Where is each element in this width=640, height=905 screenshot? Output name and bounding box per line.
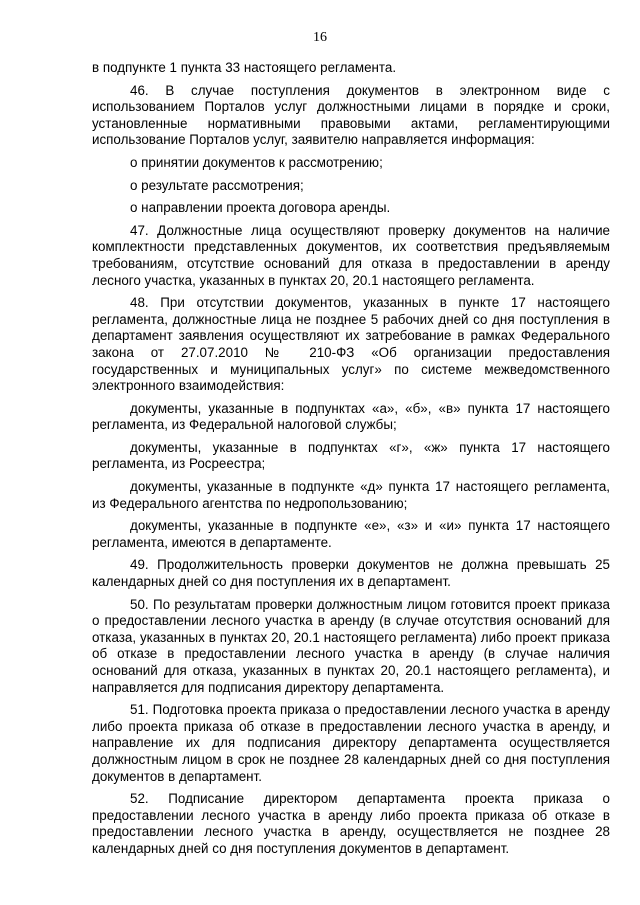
paragraph-continuation: в подпункте 1 пункта 33 настоящего регламента. — [92, 60, 397, 75]
paragraph-51: 51. Подготовка проекта приказа о предоставлении лесного участка в аренду либо проекта приказа об отказе в предоставлении лесного участка в аренду, и направление их для подписания директору департамента осуществляется должностным лицом в срок не позднее 28 календарных дней со дня поступления документов в департамент. — [92, 702, 610, 784]
list-item-info-accepted: о принятии документов к рассмотрению; — [130, 154, 383, 170]
paragraph-48: 48. При отсутствии документов, указанных в пункте 17 настоящего регламента, должностные лица не позднее 5 рабочих дней со дня поступления в департамент заявления осуществляют их затребование в рамках Федерального закона от 27.07.2010 № 210-ФЗ «Об организации предоставления государственных и муниципальных услуг» по системе межведомственного электронного взаимодействия: — [92, 295, 610, 394]
list-item-rosreestr: документы, указанные в подпунктах «г», «ж» пункта 17 настоящего регламента, из Росреестра; — [92, 439, 610, 472]
list-item-department: документы, указанные в подпункте «е», «з» и «и» пункта 17 настоящего регламента, имеются в департаменте. — [92, 518, 610, 550]
list-item-tax-service: документы, указанные в подпунктах «а», «б», «в» пункта 17 настоящего регламента, из Федеральной налоговой службы; — [92, 400, 610, 433]
paragraph-52: 52. Подписание директором департамента проекта приказа о предоставлении лесного участка в аренду либо проекта приказа об отказе в предоставлении лесного участка в аренду, осуществляется не позднее 28 календарных дней со дня поступления документов в департамент. — [92, 791, 610, 856]
paragraph-50: 50. По результатам проверки должностным лицом готовится проект приказа о предоставлении лесного участка в аренду (в случае отсутствия оснований для отказа, указанных в пунктах 20, 20.1 настоящего регламента) либо проект приказа об отказе в предоставлении лесного участка в аренду (в случае наличия оснований для отказа, указанных в пунктах 20, 20.1 настоящего регламента), и направляется для подписания директору департамента. — [92, 596, 610, 695]
page-number: 16 — [313, 30, 327, 45]
document-body — [92, 60, 610, 864]
paragraph-46: 46. В случае поступления документов в электронном виде с использованием Порталов услуг должностными лицами в порядке и сроки, установленные нормативными правовыми актами, регламентирующими использование Порталов услуг, заявителю направляется информация: — [92, 82, 610, 148]
list-item-subsoil-agency: документы, указанные в подпункте «д» пункта 17 настоящего регламента, из Федерального агентства по недропользованию; — [92, 479, 610, 511]
paragraph-47: 47. Должностные лица осуществляют проверку документов на наличие комплектности представленных документов, их соответствия предъявляемым требованиям, отсутствие оснований для отказа в предоставлении в аренду лесного участка, указанных в пунктах 20, 20.1 настоящего регламента. — [92, 222, 610, 288]
paragraph-49: 49. Продолжительность проверки документов не должна превышать 25 календарных дней со дня поступления их в департамент. — [92, 557, 610, 590]
list-item-info-result: о результате рассмотрения; — [130, 177, 304, 193]
list-item-info-contract: о направлении проекта договора аренды. — [130, 200, 391, 216]
